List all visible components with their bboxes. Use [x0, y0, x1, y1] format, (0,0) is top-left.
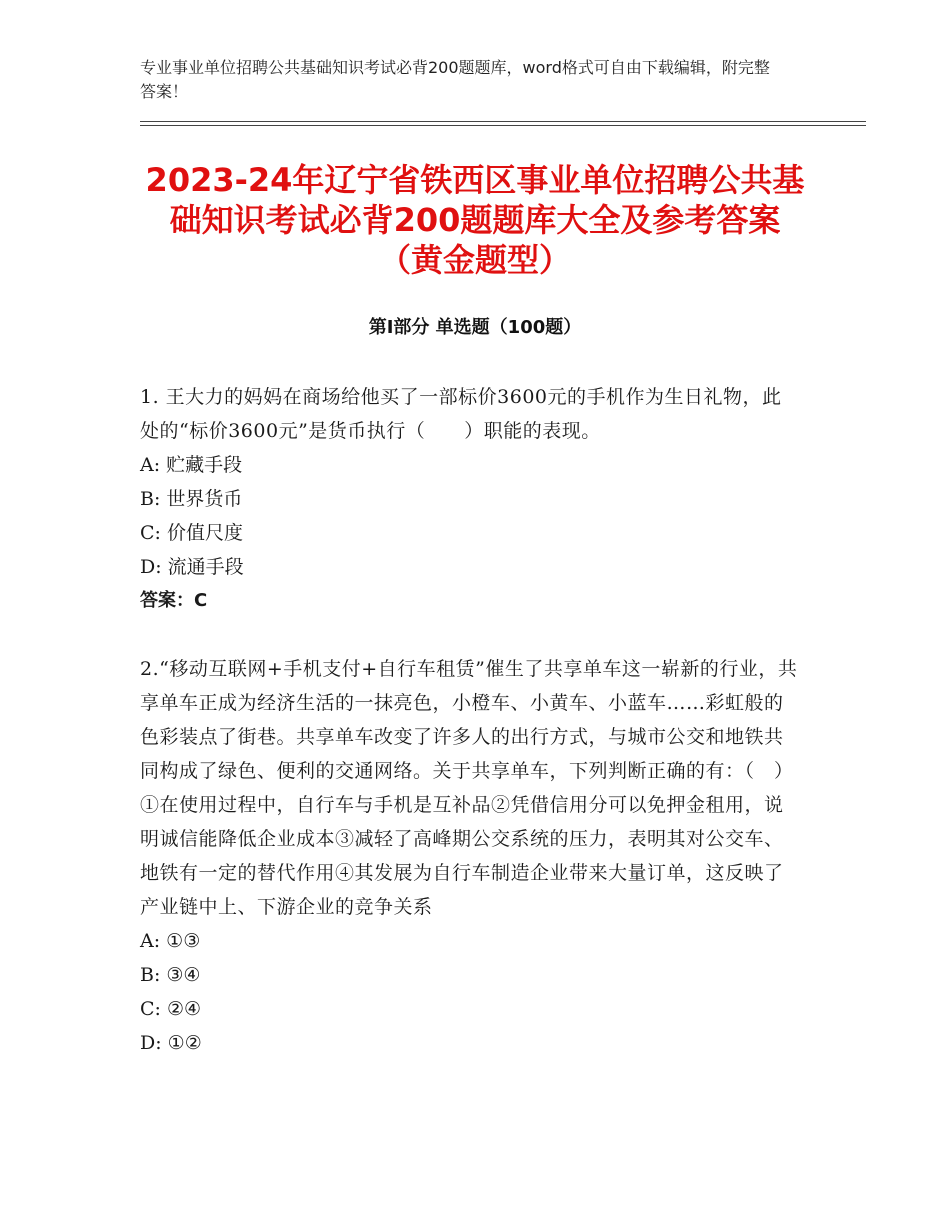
question-1-answer: 答案：C: [140, 590, 208, 611]
question-1-option-a: A: 贮藏手段: [140, 454, 243, 476]
question-1: [140, 380, 800, 618]
question-2-option-c: C: ②④: [140, 998, 202, 1020]
question-2-option-a: A: ①③: [140, 930, 201, 952]
question-1-option-b: B: 世界货币: [140, 488, 243, 510]
question-1-option-c: C: 价值尺度: [140, 522, 243, 544]
question-1-option-d: D: 流通手段: [140, 556, 244, 578]
question-1-text: 1. 王大力的妈妈在商场给他买了一部标价3600元的手机作为生日礼物，此处的“标价3600元”是货币执行（ ）职能的表现。: [140, 386, 782, 442]
header-rule-bottom: [140, 125, 866, 126]
document-title: 2023-24年辽宁省铁西区事业单位招聘公共基础知识考试必背200题题库大全及参考答案（黄金题型）: [145, 161, 805, 279]
question-2-text: 2.“移动互联网+手机支付+自行车租赁”催生了共享单车这一崭新的行业，共享单车正成为经济生活的一抹亮色，小橙车、小黄车、小蓝车……彩虹般的色彩装点了街巷。共享单车改变了许多人的出行方式，与城市公交和地铁共同构成了绿色、便利的交通网络。关于共享单车，下列判断正确的有：（ ）①在使用过程中，自行车与手机是互补品②凭借信用分可以免押金租用，说明诚信能降低企业成本③减轻了高峰期公交系统的压力，表明其对公交车、地铁有一定的替代作用④其发展为自行车制造企业带来大量订单，这反映了产业链中上、下游企业的竞争关系: [140, 658, 798, 918]
question-2-option-d: D: ①②: [140, 1032, 202, 1054]
header-rule-top: [140, 121, 866, 122]
section-title: 第Ⅰ部分 单选题（100题）: [368, 317, 582, 338]
question-2: [140, 652, 800, 1060]
question-2-option-b: B: ③④: [140, 964, 201, 986]
header-note: 专业事业单位招聘公共基础知识考试必背200题题库，word格式可自由下载编辑，附完整答案！: [140, 58, 770, 101]
